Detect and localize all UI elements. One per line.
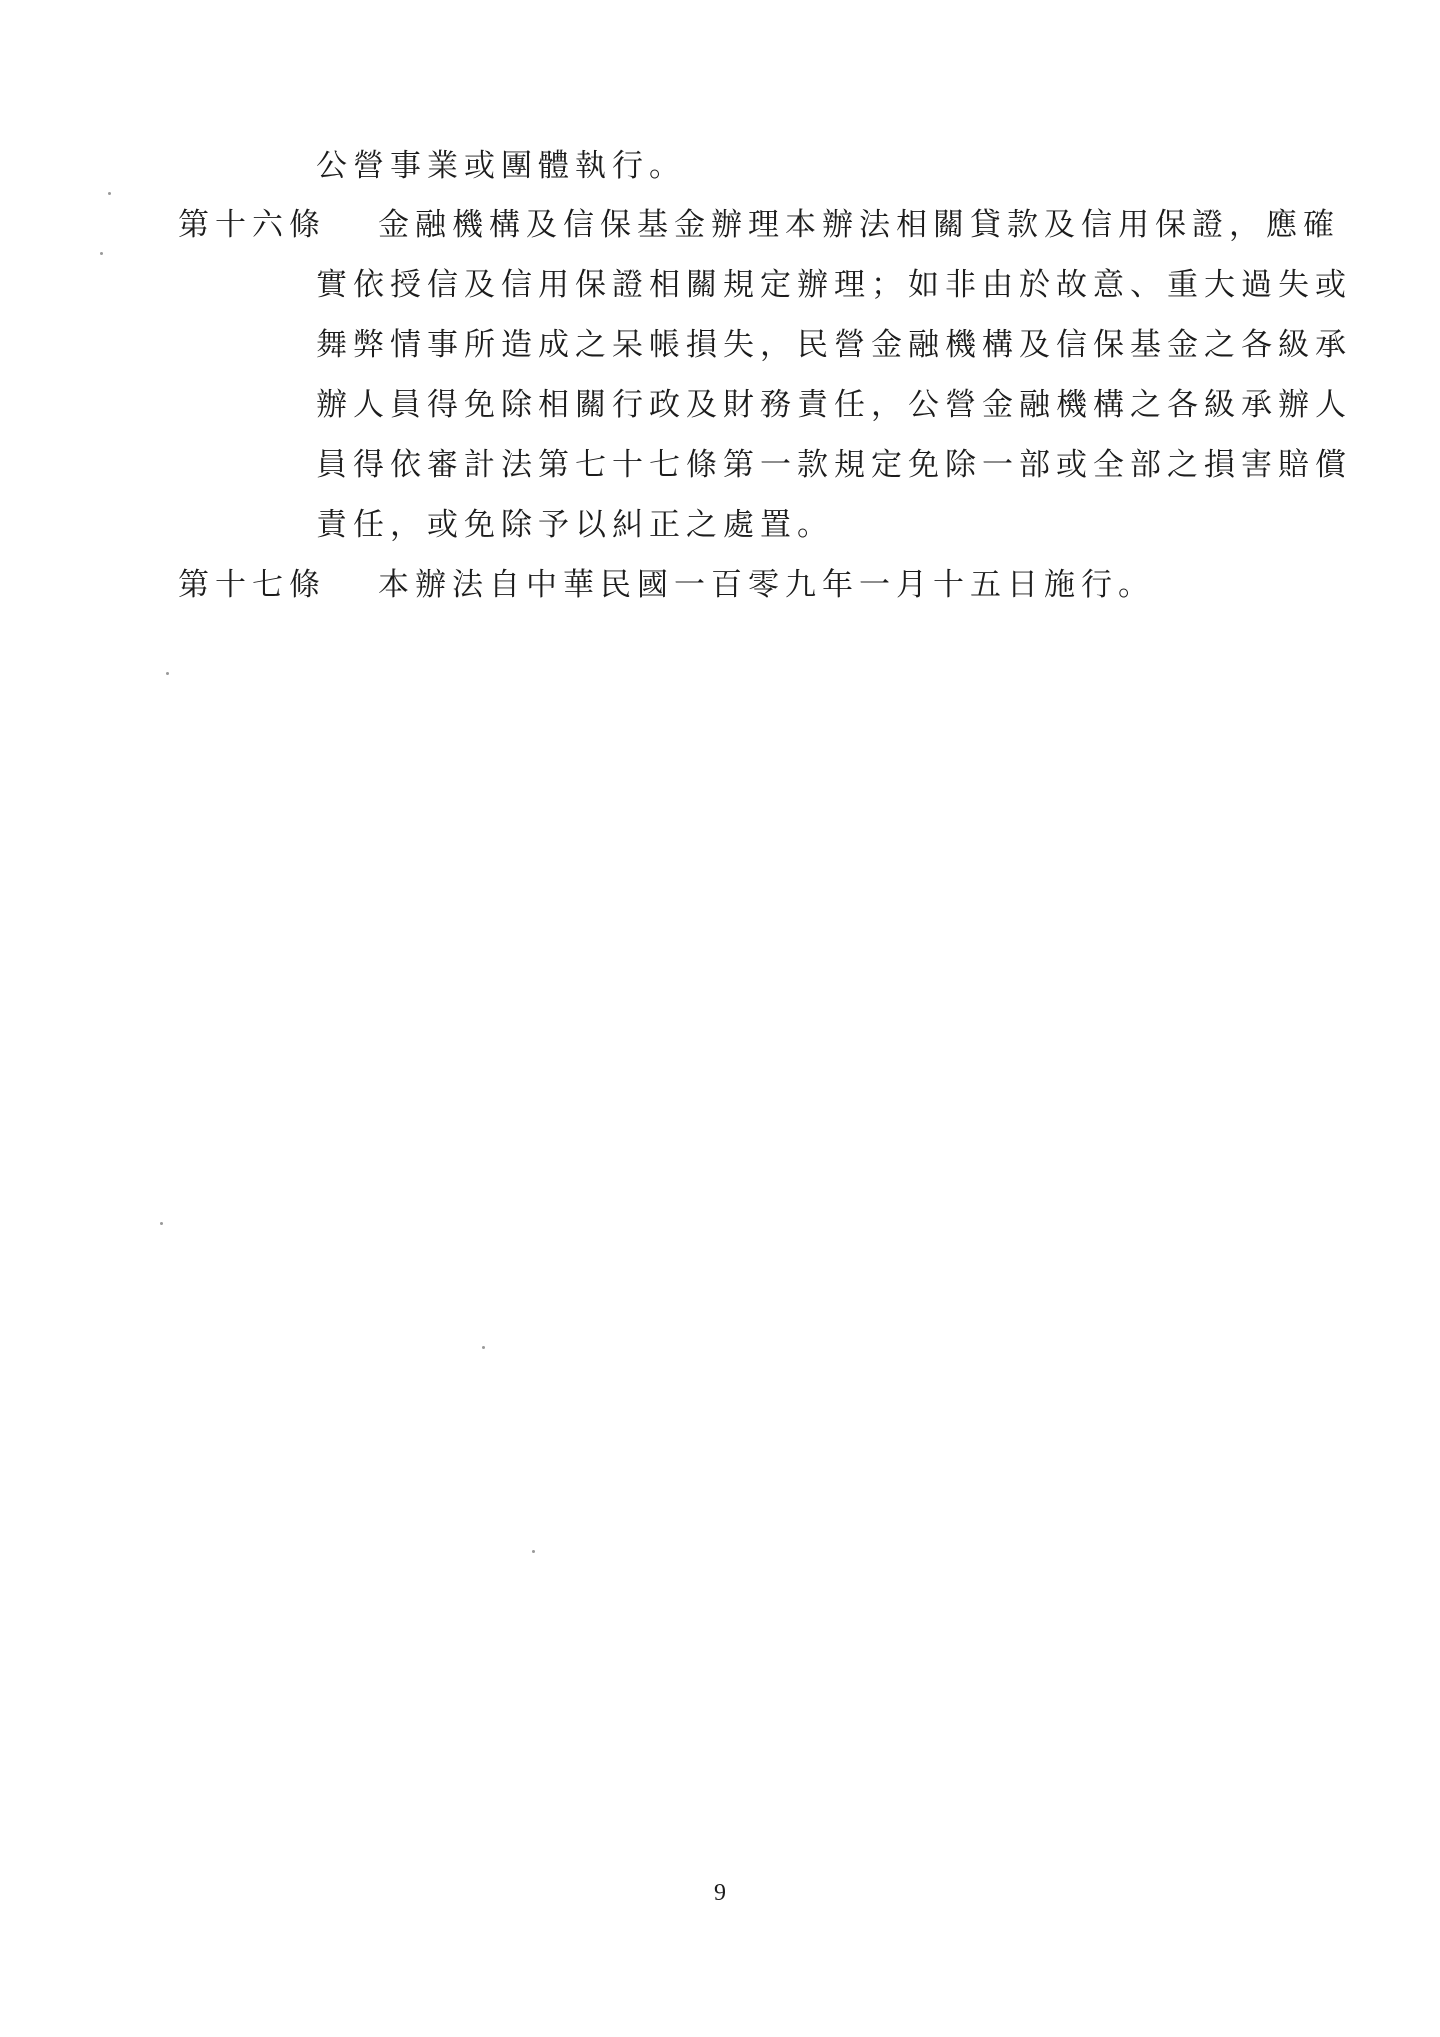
scan-speck (108, 192, 111, 195)
scan-speck (100, 252, 103, 255)
article-16-line: 實依授信及信用保證相關規定辦理；如非由於故意、重大過失或 (316, 267, 1352, 303)
article-16-line: 舞弊情事所造成之呆帳損失，民營金融機構及信保基金之各級承 (316, 327, 1352, 363)
article-16-line: 員得依審計法第七十七條第一款規定免除一部或全部之損害賠償 (316, 447, 1352, 483)
scan-speck (166, 672, 169, 675)
scan-speck (532, 1550, 535, 1553)
article-16-line: 責任，或免除予以糾正之處置。 (316, 507, 834, 543)
opening-line: 公營事業或團體執行。 (316, 148, 686, 184)
page-number: 9 (714, 1880, 726, 1906)
article-16-line: 金融機構及信保基金辦理本辦法相關貸款及信用保證，應確 (378, 207, 1340, 243)
article-16-label: 第十六條 (178, 207, 326, 243)
article-17-line: 本辦法自中華民國一百零九年一月十五日施行。 (378, 567, 1155, 603)
scan-speck (160, 1222, 163, 1225)
article-17-label: 第十七條 (178, 567, 326, 603)
article-16-line: 辦人員得免除相關行政及財務責任，公營金融機構之各級承辦人 (316, 387, 1352, 423)
scan-speck (482, 1346, 485, 1349)
